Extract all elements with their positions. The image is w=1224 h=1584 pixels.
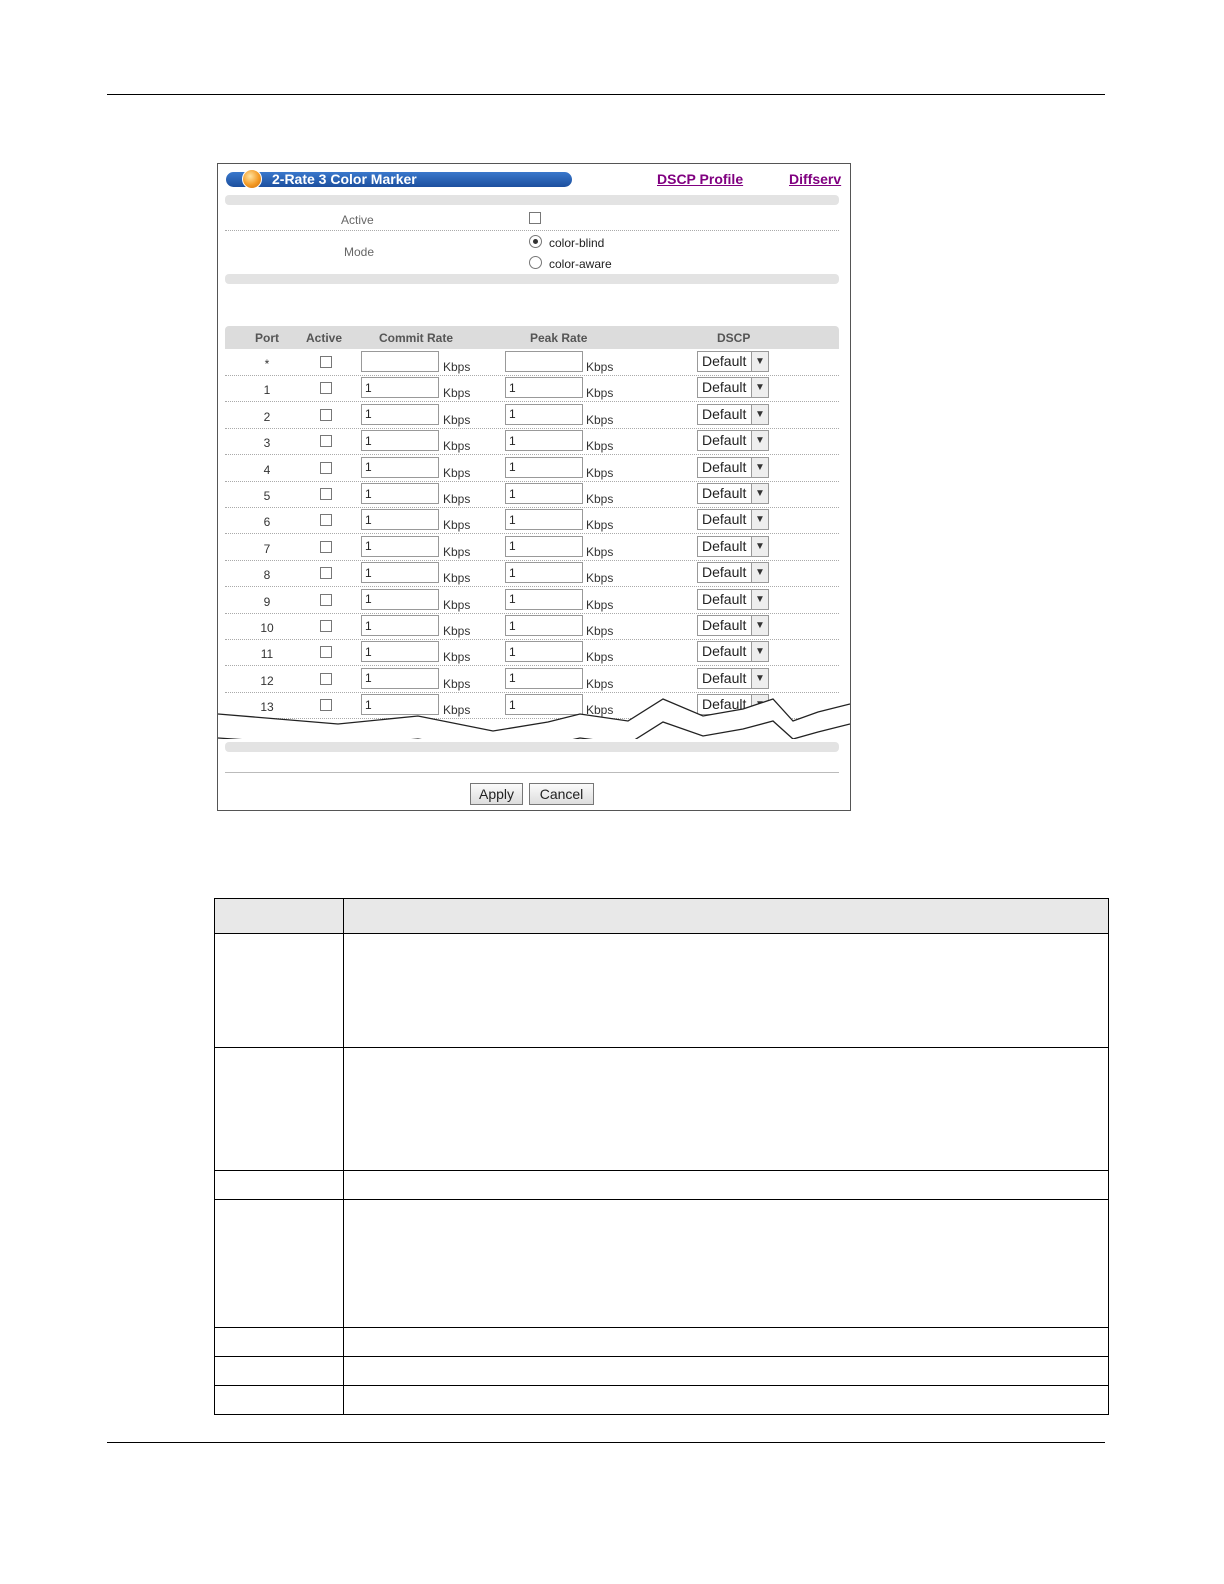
color-blind-radio[interactable] — [529, 235, 542, 248]
peak-rate-input[interactable] — [505, 351, 583, 372]
row-active-checkbox[interactable] — [320, 594, 332, 606]
commit-rate-input[interactable] — [361, 404, 439, 425]
label-header-cell — [215, 899, 344, 934]
commit-unit: Kbps — [443, 439, 471, 454]
row-active-checkbox[interactable] — [320, 435, 332, 447]
chevron-down-icon[interactable]: ▼ — [751, 563, 768, 582]
table-row — [225, 534, 839, 561]
chevron-down-icon[interactable]: ▼ — [751, 484, 768, 503]
port-number: 13 — [260, 700, 274, 715]
color-blind-label: color-blind — [549, 236, 605, 250]
row-active-checkbox[interactable] — [320, 646, 332, 658]
commit-unit: Kbps — [443, 360, 471, 374]
table-row — [225, 455, 839, 482]
header-rule — [107, 94, 1105, 95]
dscp-profile-link[interactable]: DSCP Profile — [657, 171, 744, 187]
row-active-checkbox[interactable] — [320, 356, 332, 368]
chevron-down-icon[interactable]: ▼ — [751, 590, 768, 609]
commit-unit: Kbps — [443, 544, 471, 559]
commit-unit: Kbps — [443, 492, 471, 506]
dscp-select-value: Default — [702, 511, 747, 528]
commit-unit: Kbps — [443, 386, 471, 401]
commit-unit: Kbps — [443, 597, 471, 612]
dscp-select[interactable] — [697, 483, 769, 504]
table-row — [225, 375, 839, 402]
commit-rate-input[interactable] — [361, 589, 439, 610]
commit-rate-header: Commit Rate — [379, 331, 454, 345]
row-active-checkbox[interactable] — [320, 673, 332, 685]
active-checkbox[interactable] — [529, 212, 541, 224]
port-number: 2 — [263, 409, 271, 424]
mode-label: Mode — [344, 245, 375, 259]
dscp-select[interactable] — [697, 562, 769, 583]
table-header — [225, 326, 839, 349]
table-row — [215, 1200, 1109, 1328]
peak-unit: Kbps — [586, 412, 614, 427]
dscp-select-value: Default — [702, 353, 747, 369]
peak-rate-header: Peak Rate — [530, 331, 588, 345]
table-row — [215, 934, 1109, 1048]
apply-button[interactable]: Apply — [470, 783, 523, 805]
dscp-select[interactable] — [697, 509, 769, 530]
commit-rate-input[interactable] — [361, 377, 439, 398]
port-header: Port — [255, 331, 279, 345]
table-row — [215, 1328, 1109, 1357]
port-number: 6 — [263, 515, 271, 530]
dscp-select-value: Default — [702, 485, 747, 501]
peak-unit: Kbps — [586, 492, 614, 506]
chevron-down-icon[interactable]: ▼ — [751, 352, 768, 371]
commit-unit: Kbps — [443, 518, 471, 533]
peak-rate-input[interactable] — [505, 615, 583, 636]
dscp-select[interactable] — [697, 641, 769, 662]
commit-rate-input[interactable] — [361, 562, 439, 583]
port-number: 10 — [260, 621, 274, 635]
port-number: 8 — [263, 568, 271, 583]
peak-unit: Kbps — [586, 465, 614, 480]
peak-unit: Kbps — [586, 676, 614, 691]
port-number: * — [264, 357, 270, 371]
peak-unit: Kbps — [586, 544, 614, 559]
dscp-header: DSCP — [717, 331, 751, 345]
peak-unit: Kbps — [586, 386, 614, 401]
peak-rate-input[interactable] — [505, 457, 583, 478]
chevron-down-icon[interactable]: ▼ — [751, 431, 768, 450]
dscp-select-value: Default — [702, 669, 747, 686]
table-row — [225, 613, 839, 640]
peak-unit: Kbps — [586, 650, 614, 665]
commit-rate-input[interactable] — [361, 430, 439, 451]
settings-bottom-bar — [225, 274, 839, 284]
table-row — [215, 1386, 1109, 1415]
table-row — [215, 1048, 1109, 1171]
commit-unit: Kbps — [443, 624, 471, 638]
table-row — [225, 587, 839, 614]
table-bottom-bar — [225, 742, 839, 752]
dscp-select-value: Default — [702, 696, 747, 713]
chevron-down-icon[interactable]: ▼ — [751, 616, 768, 635]
dscp-select-value: Default — [702, 379, 747, 396]
row-active-checkbox[interactable] — [320, 462, 332, 474]
peak-unit: Kbps — [586, 360, 614, 374]
table-row — [225, 349, 839, 376]
active-label: Active — [341, 213, 374, 227]
port-number: 5 — [263, 489, 271, 503]
commit-unit: Kbps — [443, 650, 471, 665]
peak-unit: Kbps — [586, 439, 614, 454]
table-row — [225, 481, 839, 508]
dscp-select-value: Default — [702, 590, 747, 607]
title-bar — [226, 172, 572, 187]
commit-unit: Kbps — [443, 703, 471, 718]
panel-title: 2-Rate 3 Color Marker — [272, 171, 417, 187]
peak-rate-input[interactable] — [505, 562, 583, 583]
port-number: 1 — [263, 383, 271, 398]
diffserv-link[interactable]: Diffserv — [789, 171, 842, 187]
port-number: 4 — [263, 462, 271, 477]
dscp-select[interactable] — [697, 615, 769, 636]
table-row — [225, 402, 839, 429]
settings-divider — [225, 230, 839, 231]
chevron-down-icon[interactable]: ▼ — [751, 642, 768, 661]
row-active-checkbox[interactable] — [320, 488, 332, 500]
dscp-select[interactable] — [697, 589, 769, 610]
dscp-select[interactable] — [697, 536, 769, 557]
commit-rate-input[interactable] — [361, 536, 439, 557]
peak-rate-input[interactable] — [505, 641, 583, 662]
footer-rule — [107, 1442, 1105, 1443]
peak-rate-input[interactable] — [505, 509, 583, 530]
row-active-checkbox[interactable] — [320, 409, 332, 421]
dscp-select-value: Default — [702, 458, 747, 475]
port-number: 7 — [263, 541, 271, 556]
dscp-select-value: Default — [702, 537, 747, 554]
color-marker-panel — [217, 163, 851, 811]
button-divider — [225, 772, 839, 773]
cancel-button[interactable]: Cancel — [529, 783, 594, 805]
dscp-select-value: Default — [702, 617, 747, 633]
port-number: 11 — [260, 647, 274, 662]
table-row — [225, 639, 839, 666]
peak-unit: Kbps — [586, 597, 614, 612]
active-header: Active — [306, 331, 343, 345]
chevron-down-icon[interactable]: ▼ — [751, 458, 768, 477]
commit-unit: Kbps — [443, 412, 471, 427]
action-area — [218, 739, 850, 810]
dscp-select-value: Default — [702, 432, 747, 449]
dscp-select[interactable] — [697, 430, 769, 451]
description-header-row — [215, 899, 1109, 934]
row-active-checkbox[interactable] — [320, 382, 332, 394]
dscp-select[interactable] — [697, 377, 769, 398]
commit-unit: Kbps — [443, 571, 471, 586]
description-header-cell — [344, 899, 1109, 934]
row-active-checkbox[interactable] — [320, 541, 332, 553]
peak-rate-input[interactable] — [505, 404, 583, 425]
commit-rate-input[interactable] — [361, 483, 439, 504]
title-orb-icon — [242, 169, 262, 189]
commit-rate-input[interactable] — [361, 641, 439, 662]
table-row — [215, 1357, 1109, 1386]
commit-unit: Kbps — [443, 465, 471, 480]
row-active-checkbox[interactable] — [320, 514, 332, 526]
description-table — [214, 898, 1109, 1415]
row-active-checkbox[interactable] — [320, 567, 332, 579]
commit-rate-input[interactable] — [361, 615, 439, 636]
peak-unit: Kbps — [586, 571, 614, 586]
color-aware-label: color-aware — [549, 257, 612, 271]
commit-rate-input[interactable] — [361, 457, 439, 478]
port-number: 12 — [260, 673, 274, 688]
peak-rate-input[interactable] — [505, 483, 583, 504]
peak-rate-input[interactable] — [505, 377, 583, 398]
chevron-down-icon[interactable]: ▼ — [751, 510, 768, 529]
dscp-select[interactable] — [697, 404, 769, 425]
table-row — [225, 428, 839, 455]
settings-top-bar — [225, 195, 839, 205]
peak-unit: Kbps — [586, 703, 614, 718]
dscp-select-value: Default — [702, 643, 747, 660]
chevron-down-icon[interactable]: ▼ — [751, 669, 768, 688]
dscp-select[interactable] — [697, 351, 769, 372]
commit-rate-input[interactable] — [361, 351, 439, 372]
row-active-checkbox[interactable] — [320, 620, 332, 632]
peak-unit: Kbps — [586, 518, 614, 533]
chevron-down-icon[interactable]: ▼ — [751, 405, 768, 424]
peak-unit: Kbps — [586, 624, 614, 638]
color-aware-radio[interactable] — [529, 256, 542, 269]
chevron-down-icon[interactable]: ▼ — [751, 378, 768, 397]
chevron-down-icon[interactable]: ▼ — [751, 537, 768, 556]
table-row — [215, 1171, 1109, 1200]
table-row — [225, 507, 839, 534]
port-number: 9 — [263, 594, 271, 609]
commit-unit: Kbps — [443, 676, 471, 691]
peak-rate-input[interactable] — [505, 430, 583, 451]
peak-rate-input[interactable] — [505, 536, 583, 557]
dscp-select-value: Default — [702, 564, 747, 581]
commit-rate-input[interactable] — [361, 509, 439, 530]
dscp-select-value: Default — [702, 405, 747, 422]
table-row — [225, 560, 839, 587]
dscp-select[interactable] — [697, 457, 769, 478]
peak-rate-input[interactable] — [505, 589, 583, 610]
port-number: 3 — [263, 436, 271, 451]
